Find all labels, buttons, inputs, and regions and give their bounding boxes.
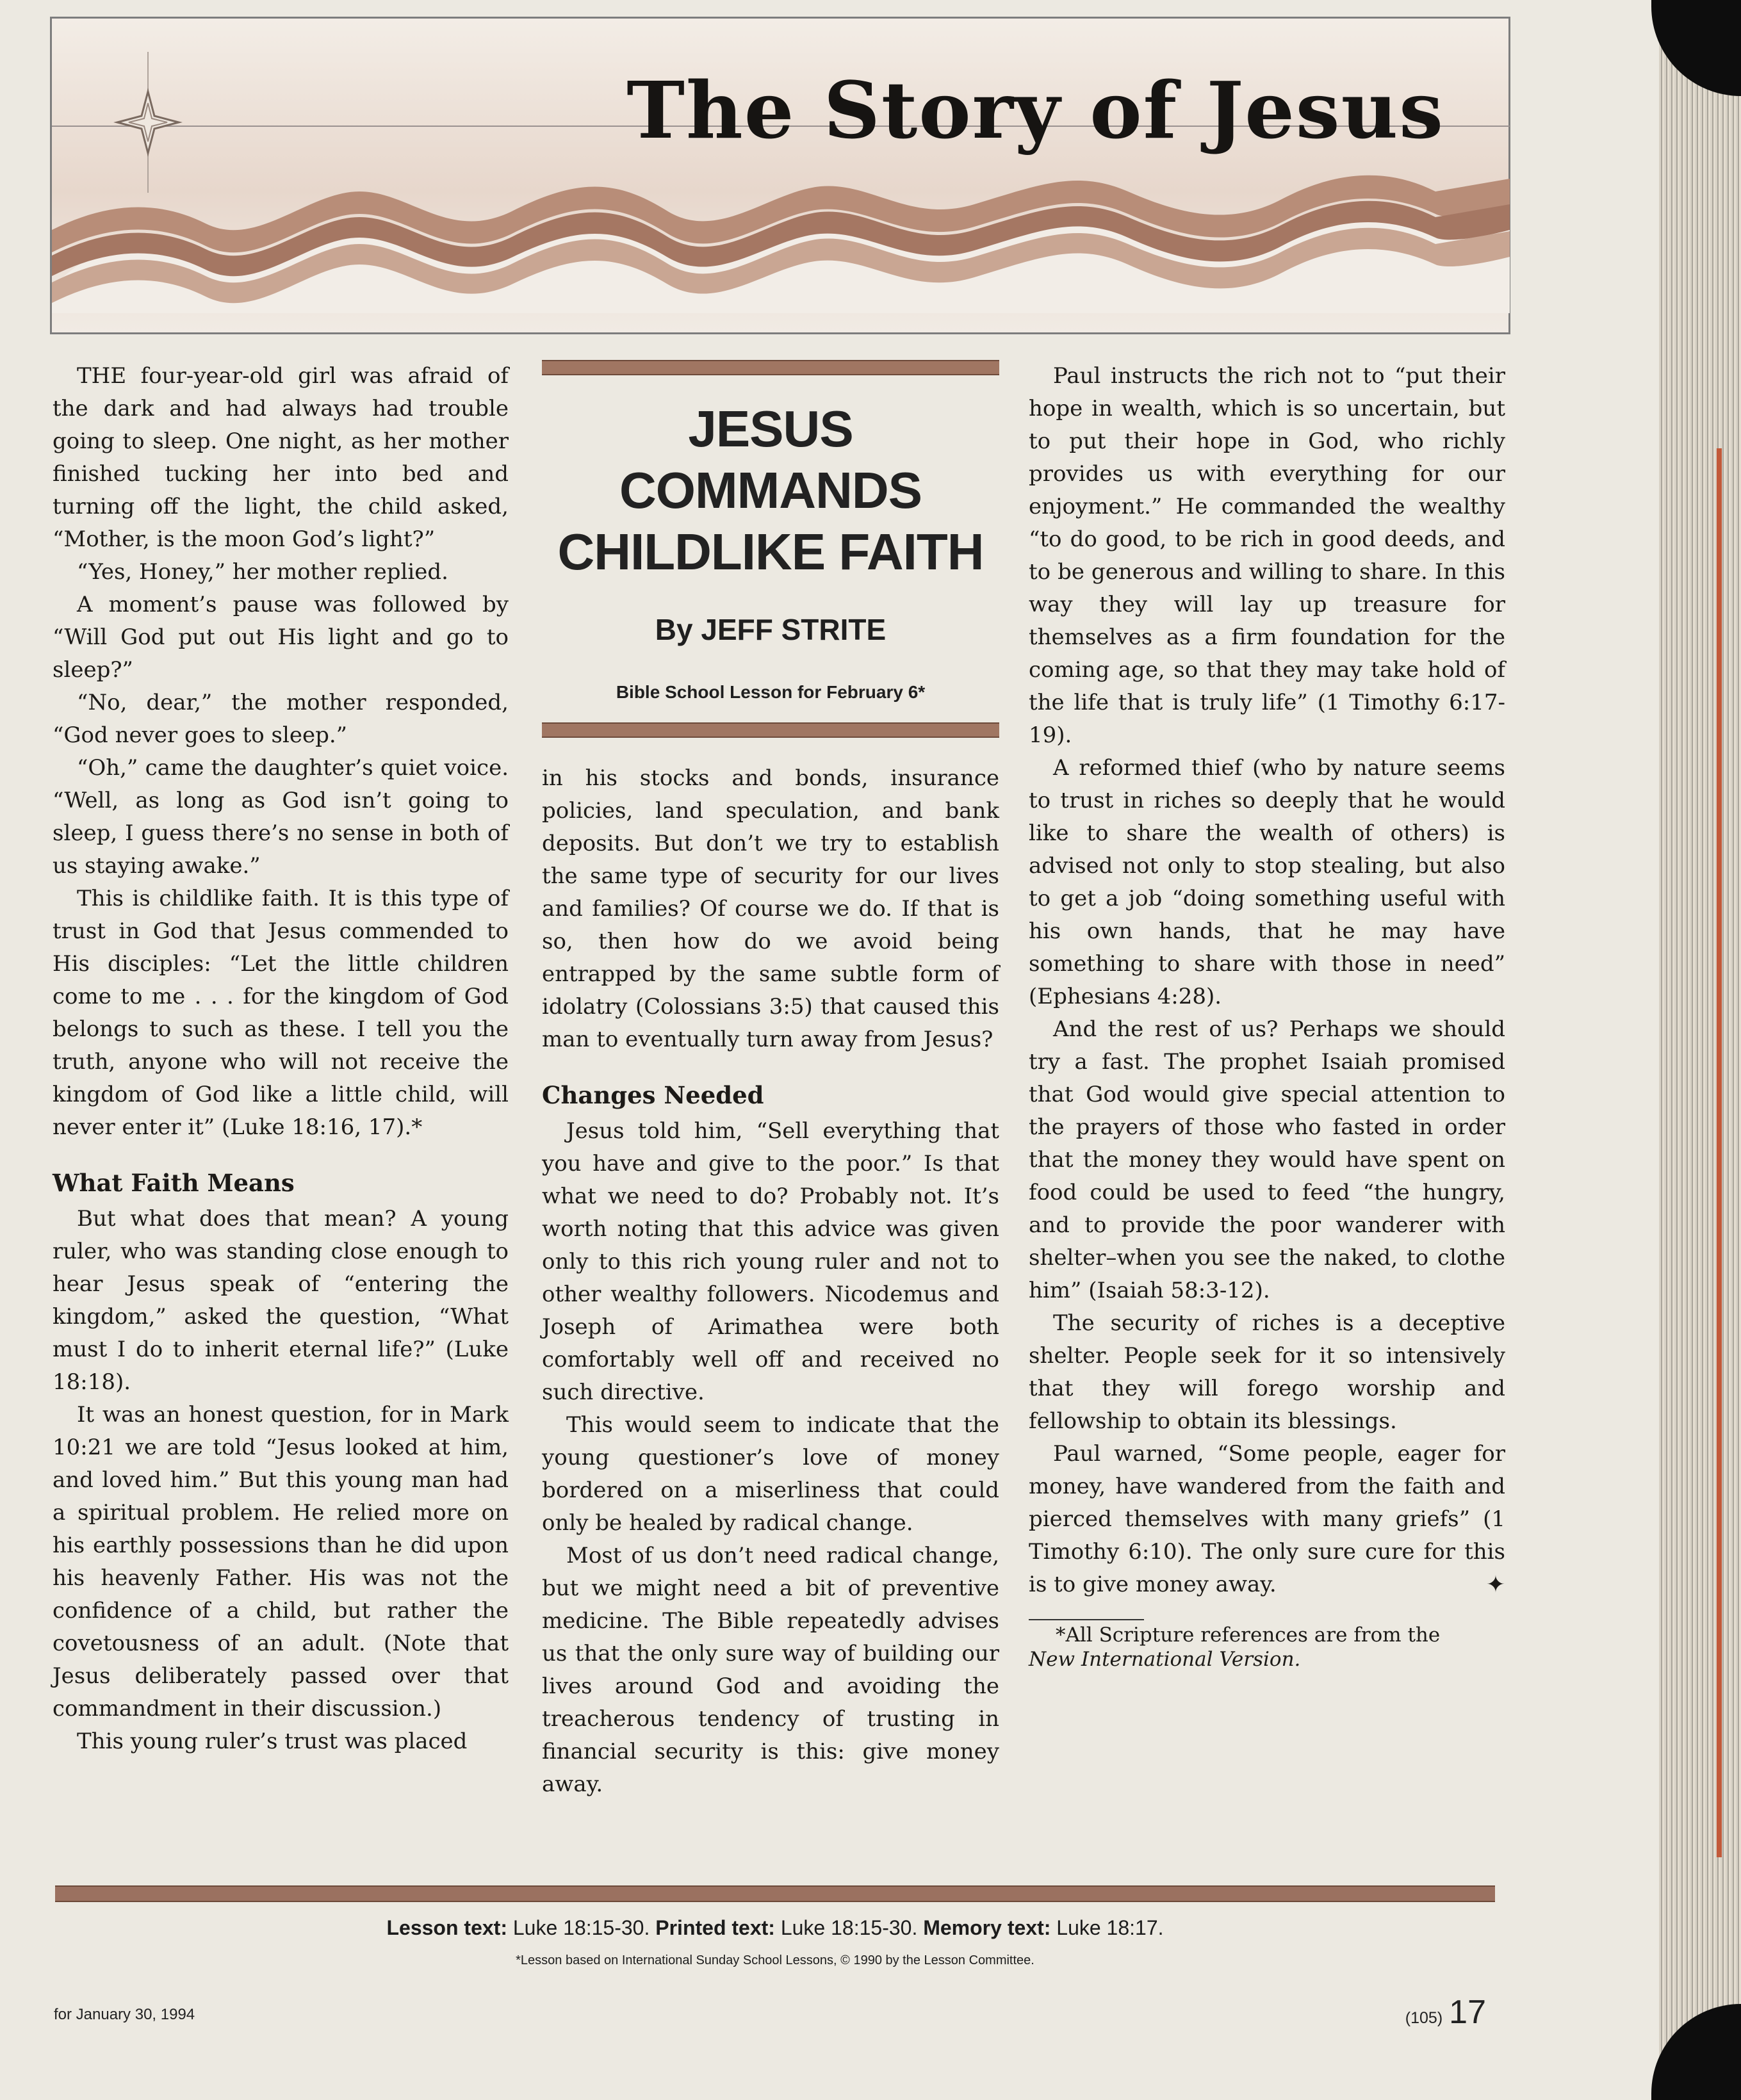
memory-label: Memory text:	[923, 1916, 1051, 1939]
paragraph-text: Paul warned, “Some people, eager for money, have wandered from the faith and pierced themselves with many griefs” (1 Timothy 6:10). The only sure cure for this is to give money away.	[1029, 1441, 1505, 1597]
lesson-label: Lesson text:	[386, 1916, 507, 1939]
paragraph: The security of riches is a deceptive shelter. People seek for it so intensively that they will forego worship and fellowship to obtain its blessings.	[1029, 1310, 1505, 1434]
paragraph: “Yes, Honey,” her mother replied.	[77, 559, 448, 585]
footnote-version: New International Version.	[1029, 1648, 1301, 1671]
banner-title: The Story of Jesus	[626, 64, 1444, 156]
page-ref: (105)	[1405, 2009, 1443, 2027]
end-mark-icon: ✦	[1485, 1572, 1505, 1598]
byline: By JEFF STRITE	[655, 613, 887, 646]
paragraph: “Oh,” came the daughter’s quiet voice. “Well, as long as God isn’t going to sleep, I guess there’s no sense in both of us staying awake.”	[53, 755, 509, 879]
paragraph: A moment’s pause was followed by “Will God put out His light and go to sleep?”	[53, 592, 509, 683]
star-icon	[117, 52, 179, 193]
printed-value: Luke 18:15-30.	[780, 1916, 918, 1939]
footnote-text: *All Scripture references are from the	[1056, 1624, 1441, 1647]
column-2	[542, 360, 999, 1801]
paragraph: This would seem to indicate that the young questioner’s love of money bordered on a miserliness that could only be healed by radical change.	[542, 1412, 999, 1536]
subheading-what-faith-means: What Faith Means	[53, 1169, 295, 1197]
lesson-date: Bible School Lesson for February 6*	[616, 682, 926, 702]
issue-date: for January 30, 1994	[54, 2006, 195, 2023]
paragraph: And the rest of us? Perhaps we should try a fast. The prophet Isaiah promised that God would give special attention to the prayers of those who fasted in order that the money they would have spent on food could be used to feed “the hungry, and to provide the poor wanderer with shelter–when you see the naked, to clothe him” (Isaiah 58:3-12).	[1029, 1016, 1505, 1303]
page-num: 17	[1449, 1994, 1486, 2031]
footnote	[1029, 1623, 1505, 1672]
headline-line: CHILDLIKE FAITH	[557, 523, 984, 580]
paragraph: in his stocks and bonds, insurance policies, land speculation, and bank deposits. But don’t we try to establish the same type of security for our lives and families? Of course we do. If that is so, then how do we avoid being entrapped by the same subtle form of idolatry (Colossians 3:5) that caused this man to eventually turn away from Jesus?	[542, 765, 999, 1052]
page-number	[1405, 1993, 1486, 2031]
paragraph: It was an honest question, for in Mark 10:21 we are told “Jesus looked at him, and loved him.” But this young man had a spiritual problem. He relied more on his earthly possessions than he did upon his heavenly Father. His was not the confidence of a child, but rather the covetousness of an adult. (Note that Jesus deliberately passed over that commandment in their discussion.)	[53, 1402, 509, 1722]
paragraph	[1029, 1438, 1505, 1601]
headline-rule-top	[542, 360, 999, 375]
headline-rule-bottom	[542, 722, 999, 738]
lesson-value: Luke 18:15-30.	[512, 1916, 650, 1939]
footnote-rule	[1029, 1619, 1144, 1620]
lesson-text-line	[55, 1916, 1495, 1940]
memory-value: Luke 18:17.	[1056, 1916, 1164, 1939]
paragraph: “No, dear,” the mother responded, “God never goes to sleep.”	[53, 690, 509, 748]
headline	[542, 398, 999, 583]
paragraph: This young ruler’s trust was placed	[77, 1729, 468, 1754]
paragraph: Paul instructs the rich not to “put their hope in wealth, which is so uncertain, but to put their hope in God, who richly provides us with everything for our enjoyment.” He commanded the wealthy “to do good, to be rich in good deeds, and to be generous and willing to share. In this way they will lay up treasure for themselves as a firm foundation for the coming age, so that they may take hold of the life that is truly life” (1 Timothy 6:17-19).	[1029, 363, 1505, 748]
bottom-rule	[55, 1885, 1495, 1902]
paragraph: This is childlike faith. It is this type of trust in God that Jesus commended to His disciples: “Let the little children come to me . . . for the kingdom of God belongs to such as these. I tell you the truth, anyone who will not receive the kingdom of God like a little child, will never enter it” (Luke 18:16, 17).*	[53, 886, 509, 1140]
paragraph: Most of us don’t need radical change, but we might need a bit of preventive medicine. The Bible repeatedly advises us that the only sure way of building our lives around God and avoiding the treacherous tendency of trusting in financial security is this: give money away.	[542, 1543, 999, 1797]
column-3	[1029, 360, 1505, 1672]
title-banner	[50, 17, 1510, 334]
paragraph: But what does that mean? A young ruler, who was standing close enough to hear Jesus speak of “entering the kingdom,” asked the question, “What must I do to inherit eternal life?” (Luke 18:18).	[53, 1206, 509, 1395]
headline-line: JESUS	[688, 400, 853, 457]
column-1	[53, 360, 509, 1758]
paragraph: Jesus told him, “Sell everything that you have and give to the poor.” Is that what we need to do? Probably not. It’s worth noting that this advice was given only to this rich young ruler and not to other wealthy followers. Nicodemus and Joseph of Arimathea were both comfortably well off and received no such directive.	[542, 1118, 999, 1405]
headline-line: COMMANDS	[619, 462, 922, 519]
paragraph: A reformed thief (who by nature seems to trust in riches so deeply that he would like to share the wealth of others) is advised not only to stop stealing, but also to get a job “doing something useful with his own hands, that he may have something to share with those in need” (Ephesians 4:28).	[1029, 755, 1505, 1009]
printed-label: Printed text:	[655, 1916, 775, 1939]
lesson-credit: *Lesson based on International Sunday School Lessons, © 1990 by the Lesson Committee.	[516, 1953, 1034, 1967]
book-page-edges	[1659, 0, 1741, 2100]
paragraph: THE four-year-old girl was afraid of the dark and had always had trouble going to sleep. One night, as her mother finished tucking her into bed and turning off the light, the child asked, “Mother, is the moon God’s light?”	[53, 363, 509, 552]
subheading-changes-needed: Changes Needed	[542, 1081, 764, 1109]
